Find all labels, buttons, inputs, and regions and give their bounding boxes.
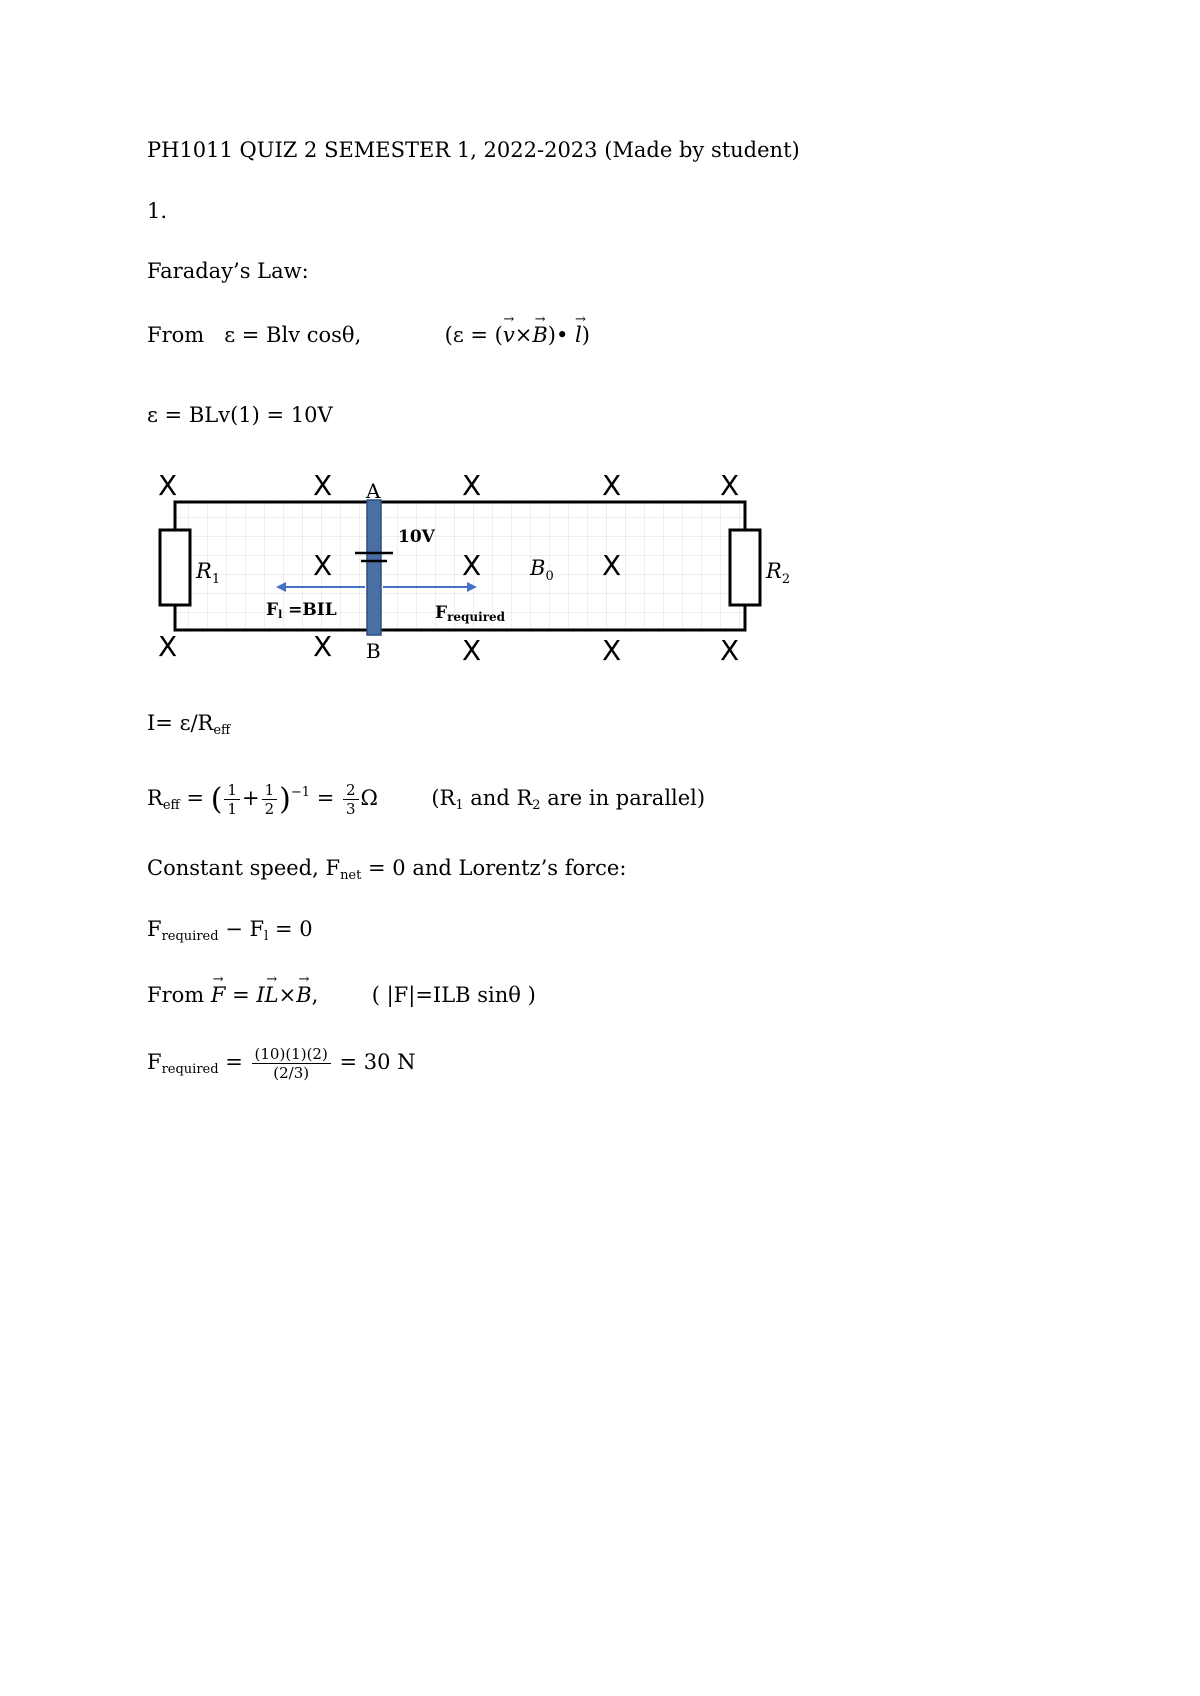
- dot-symbol: )•: [547, 323, 569, 347]
- field-mark: X: [720, 469, 740, 502]
- field-mark: X: [313, 549, 333, 582]
- velocity-vector: → v: [503, 320, 515, 350]
- resistor-r1: [160, 530, 190, 605]
- rod-end-a-label: A: [366, 479, 381, 503]
- field-mark: X: [602, 549, 622, 582]
- force-balance-line: $F_{required} - F_l = 0$: [147, 917, 313, 944]
- force-f1-label: Fl =BIL: [266, 600, 337, 621]
- field-mark: X: [602, 634, 622, 667]
- lorentz-force-line: From → F = I→ L×→ B, ( |F|=ILB sinθ ): [147, 980, 536, 1010]
- parallel-note: ($R_1$ and $R_2$ are in parallel): [431, 786, 706, 813]
- emf-vector-open: (ε = (: [444, 323, 503, 347]
- field-mark: X: [602, 469, 622, 502]
- field-mark: X: [313, 630, 333, 663]
- field-mark: X: [720, 634, 740, 667]
- resistor-r2: [730, 530, 760, 605]
- length-vector: → l: [575, 320, 582, 350]
- final-force-line: $F_{required}$ = $\frac{(10)(1)(2)}{(2/3)}$ = 30 N: [147, 1045, 416, 1082]
- emf-formula: ε = Blv cosθ,: [224, 323, 362, 347]
- magnetic-field-label: $B_0$: [530, 556, 554, 584]
- emf-formula-line: [147, 320, 590, 350]
- emf-result: ε = BLv(1) = 10V: [147, 403, 333, 427]
- r2-label: $R_2$: [766, 559, 790, 587]
- document-title: PH1011 QUIZ 2 SEMESTER 1, 2022-2023 (Made by student): [147, 138, 800, 162]
- force-required-label: Frequired: [435, 603, 506, 624]
- rod-end-b-label: B: [366, 639, 381, 663]
- constant-speed-line: Constant speed, $F_{net} = 0$ and Lorentz’s force:: [147, 856, 627, 883]
- effective-resistance-line: $R_{eff}$ = ( $\frac{1}{1}$ + $\frac{1}{2}$ )$^{-1}$ = $\frac{2}{3}$ Ω ($R_1$ and $R_2$ are in parallel): [147, 781, 706, 818]
- circuit-diagram: [150, 460, 790, 675]
- emf-vector-close: ): [581, 323, 590, 347]
- section-heading: Faraday’s Law:: [147, 259, 309, 283]
- field-mark: X: [158, 630, 178, 663]
- conducting-rod: [367, 500, 381, 635]
- field-mark: X: [313, 469, 333, 502]
- field-mark: X: [462, 469, 482, 502]
- field-vector: → B: [532, 320, 547, 350]
- field-mark: X: [158, 469, 178, 502]
- question-number: 1.: [147, 199, 168, 223]
- field-mark: X: [462, 634, 482, 667]
- field-mark: X: [462, 549, 482, 582]
- cross-symbol: ×: [514, 323, 533, 347]
- r1-label: $R_1$: [196, 559, 221, 587]
- force-magnitude-note: ( |F|=ILB sinθ ): [371, 983, 536, 1007]
- current-formula: $I= \varepsilon/R_{eff}$: [147, 711, 231, 738]
- from-label: From: [147, 323, 205, 347]
- battery-voltage-label: 10V: [398, 527, 435, 547]
